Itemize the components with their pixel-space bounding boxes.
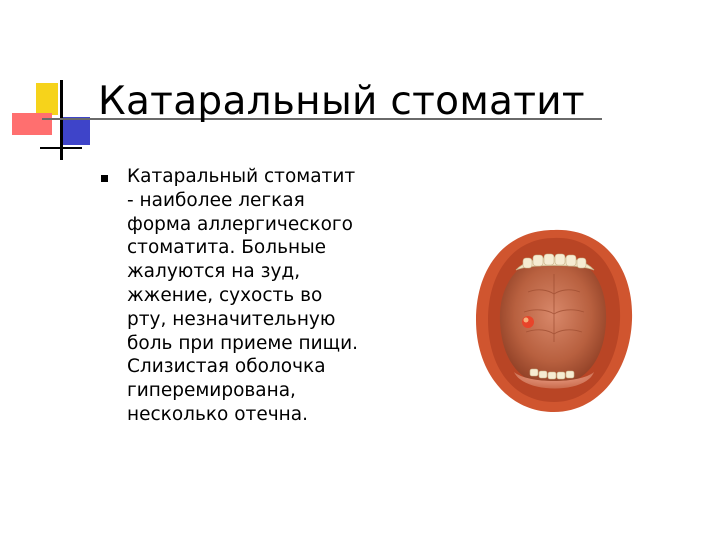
open-mouth-illustration [468,222,640,418]
slide-title: Катаральный стоматит [98,79,585,124]
bullet-square-icon [101,175,108,182]
short-horizontal-rule [40,147,82,149]
blue-square [60,117,90,145]
corner-logo-decoration [0,0,110,170]
bullet-text: Катаральный стоматит - наиболее легкая форма аллергического стоматита. Больные жалуются на зуд, жжение, сухость во рту, незначительную боль при приеме пищи. Слизистая оболочка гиперемирована, несколько отечна. [127,166,358,425]
yellow-square [36,83,58,115]
red-square [12,113,52,135]
